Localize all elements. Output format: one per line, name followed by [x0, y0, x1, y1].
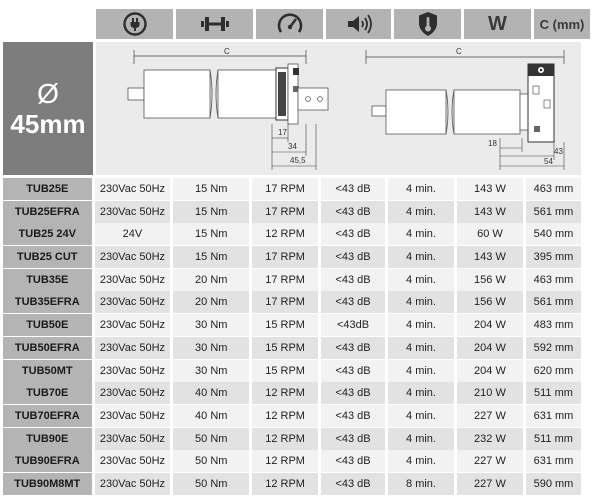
- speed-cell: 17 RPM: [252, 269, 318, 291]
- torque-cell: 15 Nm: [173, 178, 249, 200]
- table-row: [3, 428, 581, 450]
- model-cell: TUB50E: [3, 314, 92, 336]
- model-cell: TUB25E: [3, 178, 92, 200]
- noise-cell: <43 dB: [321, 473, 385, 495]
- duty-cycle-cell: 4 min.: [388, 428, 454, 450]
- speed-cell: 17 RPM: [252, 201, 318, 223]
- motor-drawing-right: [336, 42, 581, 175]
- model-cell: TUB35EFRA: [3, 291, 92, 313]
- torque-cell: 30 Nm: [173, 360, 249, 382]
- dim-18-right: 18: [488, 139, 497, 148]
- noise-cell: <43 dB: [321, 291, 385, 313]
- voltage-cell: 230Vac 50Hz: [95, 201, 171, 223]
- model-cell: TUB35E: [3, 269, 92, 291]
- power-cell: 204 W: [457, 360, 523, 382]
- duty-cycle-cell: 4 min.: [388, 246, 454, 268]
- speedometer-icon: [276, 11, 304, 37]
- motor-drawing-left: [96, 42, 336, 175]
- power-cell: 143 W: [457, 246, 523, 268]
- torque-cell: 30 Nm: [173, 337, 249, 359]
- diameter-symbol: Ø: [37, 77, 59, 109]
- voltage-cell: 230Vac 50Hz: [95, 337, 171, 359]
- duty-cycle-cell: 4 min.: [388, 382, 454, 404]
- voltage-cell: 230Vac 50Hz: [95, 314, 171, 336]
- duty-cycle-cell: 4 min.: [388, 269, 454, 291]
- dim-c-left: C: [224, 47, 230, 56]
- model-cell: TUB90EFRA: [3, 450, 92, 472]
- length-cell: 540 mm: [526, 223, 581, 245]
- torque-cell: 50 Nm: [173, 428, 249, 450]
- duty-cycle-cell: 4 min.: [388, 337, 454, 359]
- power-cell: 232 W: [457, 428, 523, 450]
- noise-cell: <43 dB: [321, 382, 385, 404]
- voltage-cell: 230Vac 50Hz: [95, 473, 171, 495]
- power-cell: 227 W: [457, 405, 523, 427]
- speed-cell: 12 RPM: [252, 223, 318, 245]
- header-length-cell: [534, 9, 590, 39]
- dumbbell-icon: [200, 15, 230, 33]
- noise-cell: <43 dB: [321, 246, 385, 268]
- model-cell: TUB25EFRA: [3, 201, 92, 223]
- duty-cycle-cell: 4 min.: [388, 314, 454, 336]
- length-cell: 483 mm: [526, 314, 581, 336]
- diameter-block: [3, 42, 93, 175]
- voltage-cell: 24V: [95, 223, 171, 245]
- length-label: C (mm): [539, 16, 585, 32]
- voltage-cell: 230Vac 50Hz: [95, 291, 171, 313]
- speed-cell: 15 RPM: [252, 337, 318, 359]
- noise-cell: <43 dB: [321, 428, 385, 450]
- torque-cell: 40 Nm: [173, 405, 249, 427]
- header-duty-cell: [394, 9, 461, 39]
- power-cell: 210 W: [457, 382, 523, 404]
- power-cell: 204 W: [457, 314, 523, 336]
- table-row: [3, 201, 581, 223]
- table-row: [3, 314, 581, 336]
- length-cell: 463 mm: [526, 269, 581, 291]
- torque-cell: 20 Nm: [173, 291, 249, 313]
- torque-cell: 30 Nm: [173, 314, 249, 336]
- speed-cell: 15 RPM: [252, 360, 318, 382]
- model-cell: TUB90E: [3, 428, 92, 450]
- noise-cell: <43dB: [321, 314, 385, 336]
- table-row: [3, 450, 581, 472]
- table-row: [3, 178, 581, 200]
- voltage-cell: 230Vac 50Hz: [95, 405, 171, 427]
- speed-cell: 12 RPM: [252, 450, 318, 472]
- power-cell: 143 W: [457, 178, 523, 200]
- table-row: [3, 382, 581, 404]
- length-cell: 631 mm: [526, 405, 581, 427]
- model-cell: TUB50MT: [3, 360, 92, 382]
- diameter-size: 45mm: [10, 108, 86, 139]
- table-row: [3, 246, 581, 268]
- header-noise-cell: [326, 9, 391, 39]
- thermometer-shield-icon: [417, 11, 439, 37]
- length-cell: 511 mm: [526, 382, 581, 404]
- torque-cell: 15 Nm: [173, 246, 249, 268]
- length-cell: 511 mm: [526, 428, 581, 450]
- dim-45-5-left: 45,5: [290, 156, 306, 165]
- noise-cell: <43 dB: [321, 201, 385, 223]
- table-row: [3, 223, 581, 245]
- duty-cycle-cell: 4 min.: [388, 201, 454, 223]
- speed-cell: 17 RPM: [252, 291, 318, 313]
- noise-cell: <43 dB: [321, 360, 385, 382]
- speaker-icon: [345, 13, 373, 35]
- duty-cycle-cell: 8 min.: [388, 473, 454, 495]
- speed-cell: 12 RPM: [252, 428, 318, 450]
- length-cell: 620 mm: [526, 360, 581, 382]
- header-power-cell: [96, 9, 173, 39]
- length-cell: 395 mm: [526, 246, 581, 268]
- voltage-cell: 230Vac 50Hz: [95, 450, 171, 472]
- model-cell: TUB70EFRA: [3, 405, 92, 427]
- noise-cell: <43 dB: [321, 223, 385, 245]
- model-cell: TUB25 CUT: [3, 246, 92, 268]
- power-cell: 156 W: [457, 269, 523, 291]
- dim-c-right: C: [456, 47, 462, 56]
- torque-cell: 20 Nm: [173, 269, 249, 291]
- header-torque-cell: [176, 9, 253, 39]
- voltage-cell: 230Vac 50Hz: [95, 360, 171, 382]
- duty-cycle-cell: 4 min.: [388, 291, 454, 313]
- torque-cell: 15 Nm: [173, 201, 249, 223]
- voltage-cell: 230Vac 50Hz: [95, 428, 171, 450]
- table-row: [3, 337, 581, 359]
- noise-cell: <43 dB: [321, 269, 385, 291]
- power-cell: 227 W: [457, 473, 523, 495]
- length-cell: 561 mm: [526, 201, 581, 223]
- duty-cycle-cell: 4 min.: [388, 223, 454, 245]
- speed-cell: 12 RPM: [252, 382, 318, 404]
- torque-cell: 40 Nm: [173, 382, 249, 404]
- header-speed-cell: [256, 9, 323, 39]
- torque-cell: 15 Nm: [173, 223, 249, 245]
- duty-cycle-cell: 4 min.: [388, 178, 454, 200]
- dim-17-left: 17: [278, 128, 287, 137]
- length-cell: 463 mm: [526, 178, 581, 200]
- power-cell: 227 W: [457, 450, 523, 472]
- speed-cell: 17 RPM: [252, 246, 318, 268]
- power-cell: 204 W: [457, 337, 523, 359]
- model-cell: TUB25 24V: [3, 223, 92, 245]
- speed-cell: 15 RPM: [252, 314, 318, 336]
- speed-cell: 17 RPM: [252, 178, 318, 200]
- specs-table: [3, 178, 581, 495]
- model-cell: TUB90M8MT: [3, 473, 92, 495]
- header-blank-cell: [3, 9, 93, 39]
- power-cell: 60 W: [457, 223, 523, 245]
- watt-label: W: [488, 12, 507, 35]
- power-plug-icon: [122, 11, 148, 37]
- model-cell: TUB50EFRA: [3, 337, 92, 359]
- duty-cycle-cell: 4 min.: [388, 450, 454, 472]
- speed-cell: 12 RPM: [252, 405, 318, 427]
- power-cell: 156 W: [457, 291, 523, 313]
- table-row: [3, 405, 581, 427]
- model-cell: TUB70E: [3, 382, 92, 404]
- dim-34-left: 34: [288, 142, 297, 151]
- dim-54-right: 54: [544, 157, 553, 166]
- duty-cycle-cell: 4 min.: [388, 360, 454, 382]
- noise-cell: <43 dB: [321, 450, 385, 472]
- voltage-cell: 230Vac 50Hz: [95, 178, 171, 200]
- noise-cell: <43 dB: [321, 337, 385, 359]
- table-row: [3, 360, 581, 382]
- table-row: [3, 473, 581, 495]
- voltage-cell: 230Vac 50Hz: [95, 269, 171, 291]
- noise-cell: <43 dB: [321, 405, 385, 427]
- power-cell: 143 W: [457, 201, 523, 223]
- dim-43-right: 43: [554, 147, 563, 156]
- length-cell: 561 mm: [526, 291, 581, 313]
- length-cell: 590 mm: [526, 473, 581, 495]
- table-row: [3, 291, 581, 313]
- torque-cell: 50 Nm: [173, 450, 249, 472]
- voltage-cell: 230Vac 50Hz: [95, 382, 171, 404]
- table-row: [3, 269, 581, 291]
- length-cell: 631 mm: [526, 450, 581, 472]
- torque-cell: 50 Nm: [173, 473, 249, 495]
- header-watt-cell: [464, 9, 531, 39]
- noise-cell: <43 dB: [321, 178, 385, 200]
- duty-cycle-cell: 4 min.: [388, 405, 454, 427]
- speed-cell: 12 RPM: [252, 473, 318, 495]
- length-cell: 592 mm: [526, 337, 581, 359]
- voltage-cell: 230Vac 50Hz: [95, 246, 171, 268]
- technical-drawings-panel: [96, 42, 581, 175]
